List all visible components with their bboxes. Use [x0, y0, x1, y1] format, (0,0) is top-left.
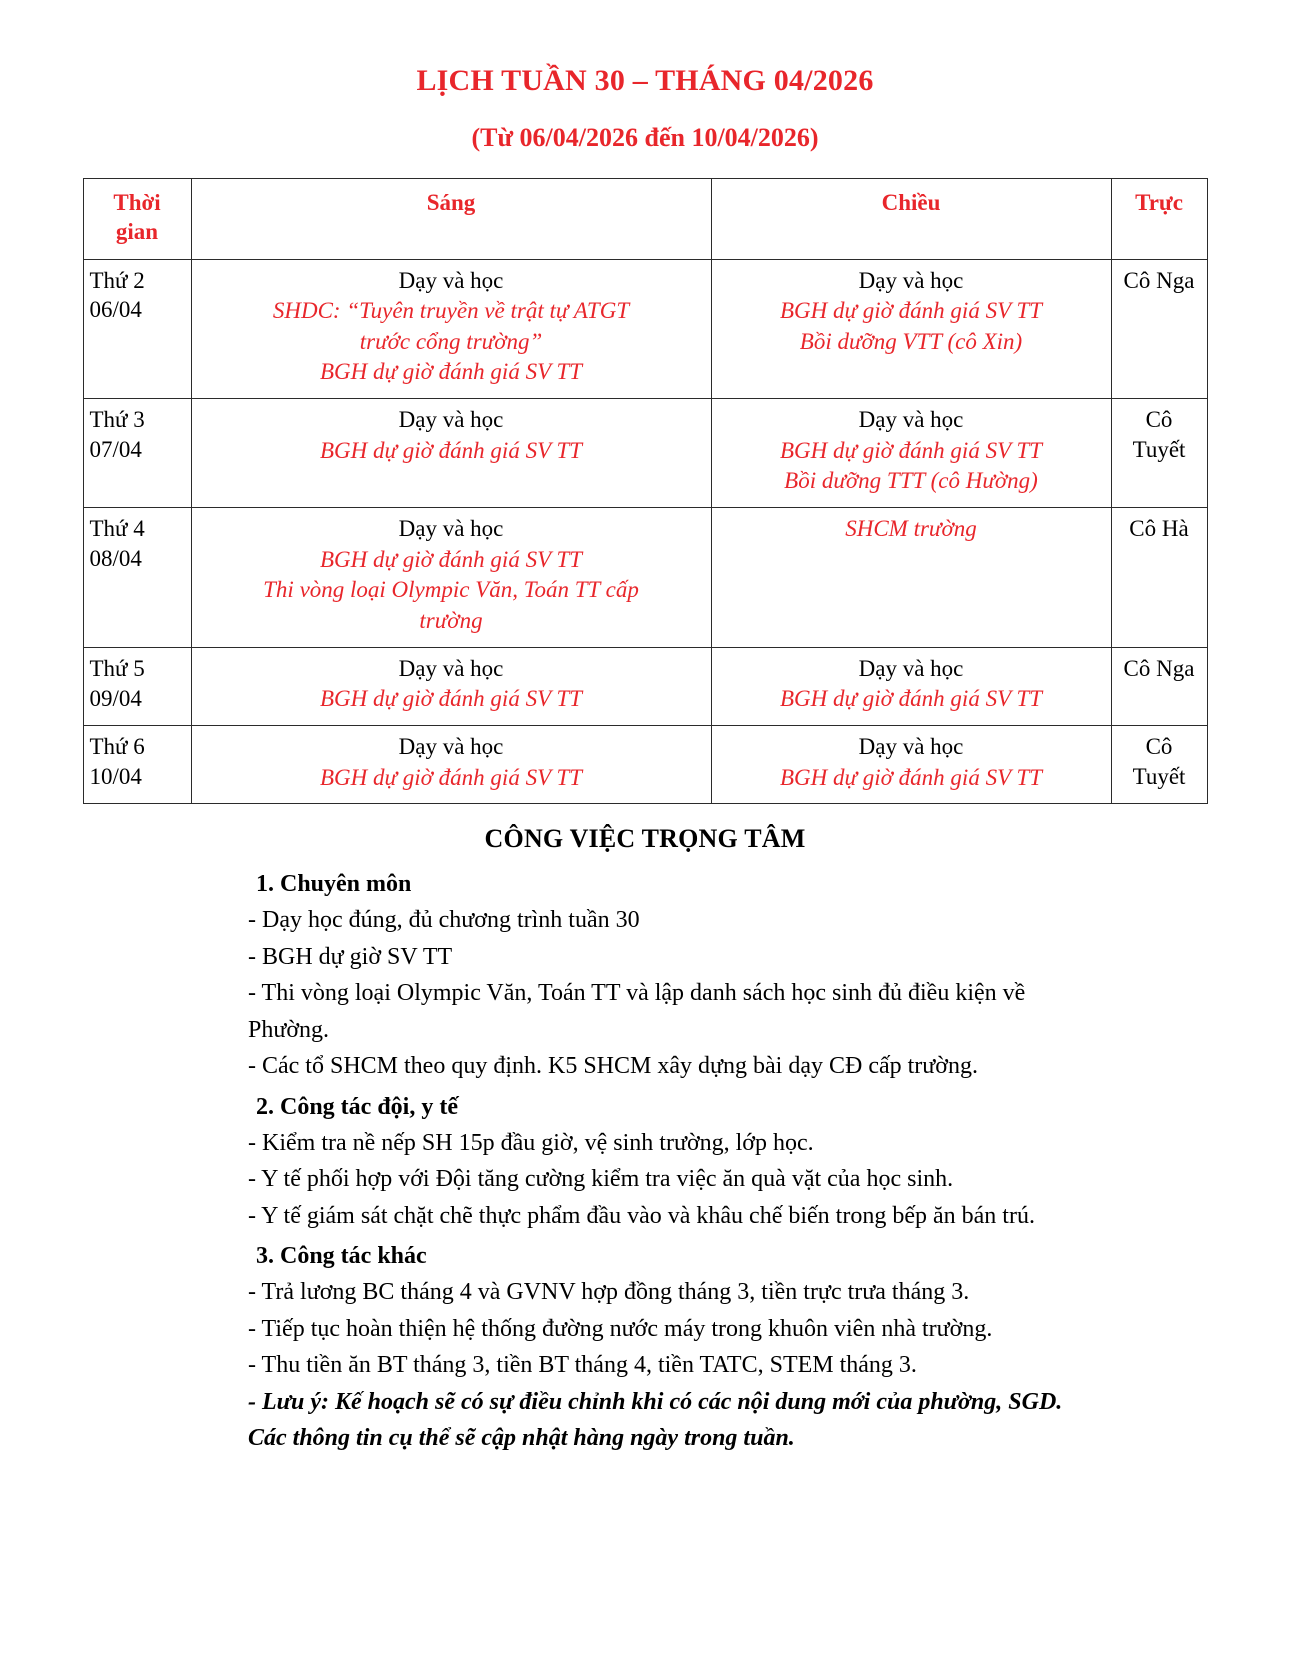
focus-list-item: - Các tổ SHCM theo quy định. K5 SHCM xây dựng bài dạy CĐ cấp trường.: [248, 1053, 978, 1080]
activity-plain: Dạy và học: [398, 267, 504, 293]
cell-duty: Cô Nga: [1111, 259, 1207, 399]
cell-afternoon: [711, 726, 1111, 804]
focus-list-item: - Kiểm tra nề nếp SH 15p đầu giờ, vệ sinh trường, lớp học.: [248, 1129, 814, 1156]
cell-time: [83, 508, 191, 648]
focus-sections-list: [248, 866, 1100, 1383]
activity-highlight: Thi vòng loại Olympic Văn, Toán TT cấp: [263, 577, 639, 603]
focus-section-title: 1. Chuyên môn: [256, 871, 412, 898]
date-label: 10/04: [89, 764, 142, 790]
activity-plain: Dạy và học: [398, 407, 504, 433]
cell-duty: Cô Tuyết: [1111, 726, 1207, 804]
column-header-afternoon: Chiều: [711, 179, 1111, 260]
date-label: 07/04: [89, 437, 142, 463]
table-row: [83, 648, 1207, 726]
activity-plain: Dạy và học: [398, 656, 504, 682]
activity-highlight: trường: [419, 608, 483, 634]
schedule-table: [83, 178, 1208, 804]
column-header-time: Thời gian: [83, 179, 191, 260]
activity-highlight: BGH dự giờ đánh giá SV TT: [319, 359, 583, 385]
cell-afternoon: [711, 259, 1111, 399]
cell-duty: Cô Nga: [1111, 648, 1207, 726]
cell-duty: Cô Hà: [1111, 508, 1207, 648]
activity-highlight: BGH dự giờ đánh giá SV TT: [779, 437, 1043, 463]
focus-section-heading: CÔNG VIỆC TRỌNG TÂM: [484, 824, 806, 854]
activity-plain: Dạy và học: [398, 516, 504, 542]
focus-list-item: - Thu tiền ăn BT tháng 3, tiền BT tháng 4, tiền TATC, STEM tháng 3.: [248, 1352, 917, 1379]
activity-plain: Dạy và học: [858, 267, 964, 293]
activity-highlight: BGH dự giờ đánh giá SV TT: [779, 297, 1043, 323]
activity-plain: Dạy và học: [858, 407, 964, 433]
activity-highlight: SHDC: “Tuyên truyền về trật tự ATGT: [272, 297, 630, 323]
day-label: Thứ 4: [89, 516, 145, 542]
activity-plain: Dạy và học: [858, 656, 964, 682]
cell-morning: [191, 726, 711, 804]
table-row: [83, 508, 1207, 648]
cell-time: [83, 259, 191, 399]
activity-highlight: BGH dự giờ đánh giá SV TT: [319, 437, 583, 463]
cell-morning: [191, 399, 711, 508]
date-label: 09/04: [89, 685, 142, 711]
focus-list-item: - BGH dự giờ SV TT: [248, 943, 453, 970]
activity-highlight: Bồi dưỡng VTT (cô Xin): [799, 328, 1023, 354]
page-title: LỊCH TUẦN 30 – THÁNG 04/2026: [416, 64, 874, 97]
focus-note: - Lưu ý: Kế hoạch sẽ có sự điều chỉnh khi có các nội dung mới của phường, SGD. Các thông tin cụ thể sẽ cập nhật hàng ngày trong tuần.: [248, 1388, 1063, 1452]
focus-list-item: - Y tế phối hợp với Đội tăng cường kiểm tra việc ăn quà vặt của học sinh.: [248, 1166, 954, 1193]
focus-list-item: - Dạy học đúng, đủ chương trình tuần 30: [248, 907, 640, 934]
day-label: Thứ 2: [89, 267, 145, 293]
schedule-table-head: [83, 179, 1207, 260]
date-label: 06/04: [89, 297, 142, 323]
day-label: Thứ 6: [89, 734, 145, 760]
table-header-row: [83, 179, 1207, 260]
activity-highlight: trước cổng trường”: [359, 328, 543, 354]
date-label: 08/04: [89, 546, 142, 572]
cell-duty: Cô Tuyết: [1111, 399, 1207, 508]
column-header-duty: Trực: [1111, 179, 1207, 260]
focus-section-title: 3. Công tác khác: [256, 1243, 427, 1270]
focus-list-item: - Thi vòng loại Olympic Văn, Toán TT và lập danh sách học sinh đủ điều kiện về Phường.: [248, 980, 1026, 1043]
column-header-morning: Sáng: [191, 179, 711, 260]
activity-highlight: Bồi dưỡng TTT (cô Hường): [784, 468, 1038, 494]
cell-afternoon: [711, 648, 1111, 726]
focus-list-item: - Tiếp tục hoàn thiện hệ thống đường nước máy trong khuôn viên nhà trường.: [248, 1315, 993, 1342]
cell-time: [83, 726, 191, 804]
activity-highlight: BGH dự giờ đánh giá SV TT: [319, 764, 583, 790]
cell-afternoon: [711, 399, 1111, 508]
table-row: [83, 726, 1207, 804]
cell-morning: [191, 259, 711, 399]
activity-highlight: BGH dự giờ đánh giá SV TT: [319, 686, 583, 712]
day-label: Thứ 5: [89, 656, 145, 682]
activity-highlight: BGH dự giờ đánh giá SV TT: [319, 546, 583, 572]
activity-highlight: BGH dự giờ đánh giá SV TT: [779, 764, 1043, 790]
schedule-table-wrapper: [72, 178, 1218, 804]
activity-plain: Dạy và học: [398, 734, 504, 760]
table-row: [83, 259, 1207, 399]
cell-morning: [191, 508, 711, 648]
focus-body: [72, 866, 1218, 1456]
cell-morning: [191, 648, 711, 726]
activity-highlight: BGH dự giờ đánh giá SV TT: [779, 686, 1043, 712]
cell-afternoon: [711, 508, 1111, 648]
activity-highlight: SHCM trường: [845, 516, 977, 542]
focus-list-item: - Y tế giám sát chặt chẽ thực phẩm đầu vào và khâu chế biến trong bếp ăn bán trú.: [248, 1202, 1035, 1229]
schedule-table-body: [83, 259, 1207, 804]
focus-list-item: - Trả lương BC tháng 4 và GVNV hợp đồng tháng 3, tiền trực trưa tháng 3.: [248, 1279, 970, 1306]
day-label: Thứ 3: [89, 407, 145, 433]
cell-time: [83, 648, 191, 726]
focus-section-title: 2. Công tác đội, y tế: [256, 1093, 458, 1120]
page-subtitle: (Từ 06/04/2026 đến 10/04/2026): [471, 122, 819, 152]
table-row: [83, 399, 1207, 508]
activity-plain: Dạy và học: [858, 734, 964, 760]
cell-time: [83, 399, 191, 508]
